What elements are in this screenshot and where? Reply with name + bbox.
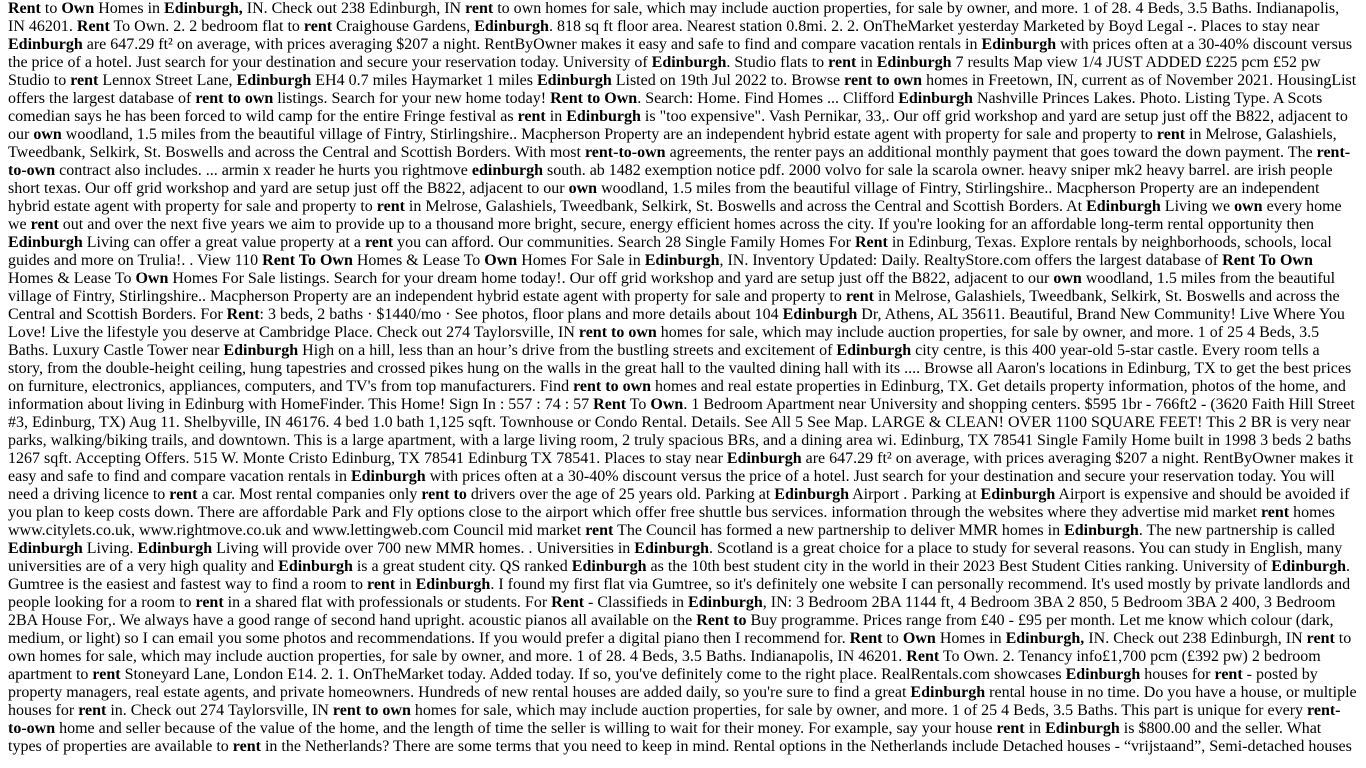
body-text: homes and real estate properties in Edinburg, TX. Get details property information, photos of the home, and information about living in Edinburg with HomeFinder. This Home! Sign In : 557 : 74 : 57: [8, 378, 1346, 413]
body-text: Listed on 19th Jul 2022 to. Browse: [611, 72, 845, 89]
body-text: to: [40, 0, 62, 17]
highlighted-keyword: rent: [367, 576, 396, 593]
highlighted-keyword: Edinburgh: [980, 486, 1056, 503]
highlighted-keyword: Edinburgh,: [164, 0, 243, 17]
highlighted-keyword: rent to own: [578, 324, 657, 341]
highlighted-keyword: Edinburgh: [981, 36, 1057, 53]
body-text: - posted by property managers, real estate agents, and private homeowners. Hundreds of new rental houses are added daily, so you're sure to find a great: [8, 666, 1318, 701]
highlighted-keyword: Own: [902, 630, 936, 647]
highlighted-keyword: Edinburgh: [1065, 666, 1141, 683]
body-text: is a great student city. QS ranked: [352, 558, 572, 575]
body-text: in. Check out 274 Taylorsville, IN: [106, 702, 333, 719]
body-text: to own homes for sale, which may include auction properties, for sale by owner, and more. 1 of 28. 4 Beds, 3.5 Baths. Indianapolis, IN 46201.: [8, 630, 1352, 665]
body-text: Buy programme. Prices range from £40 - £95 per month. Let me know which colour (dark, medium, or light) so I can email you some photos and recommendations. If you would prefer a digital piano then I recommend for.: [8, 612, 1334, 647]
body-text: Homes & Lease To: [352, 252, 485, 269]
highlighted-keyword: Edinburgh: [566, 108, 641, 125]
highlighted-keyword: Own: [484, 252, 518, 269]
highlighted-keyword: rent: [1306, 630, 1335, 647]
body-text: Dr, Athens, AL 35611. Beautiful, Brand New Community! Live Where You Love! Live the lifestyle you deserve at Cambridge Place. Check out 274 Taylorsville, IN: [8, 306, 1345, 341]
body-text: to own homes for sale, which may include auction properties, for sale by owner, and more. 1 of 28. 4 Beds, 3.5 Baths. Indianapolis, IN 46201.: [8, 0, 1340, 35]
highlighted-keyword: Edinburgh: [634, 540, 710, 557]
body-text: in Melrose, Galashiels, Tweedbank, Selkirk, St. Boswells and across the Central and Scottish Borders. For: [8, 288, 1340, 323]
body-text: . 818 sq ft floor area. Nearest station 0.8mi. 2. 2. OnTheMarket yesterday Marketed by Boyd Legal -. Places to stay near: [548, 18, 1320, 35]
highlighted-keyword: rent: [232, 738, 261, 755]
body-text: every home we: [8, 198, 1342, 233]
body-text: . Studio flats to: [726, 54, 829, 71]
highlighted-keyword: Edinburgh: [8, 36, 83, 53]
body-text: is $800.00 and the seller. What types of properties are available to: [8, 720, 1322, 755]
body-text: in Edinburg, Texas. Explore rentals by neighborhoods, schools, local guides and more on Trulia!. . View 110: [8, 234, 1332, 269]
highlighted-keyword: rent: [376, 198, 405, 215]
body-text: Stoneyard Lane, London E14. 2. 1. OnTheMarket today. Added today. If so, you've definitely come to the right place. RealRentals.com showcases: [120, 666, 1066, 683]
body-text: : 3 beds, 2 baths · $1440/mo · See photos, floor plans and more details about 104: [259, 306, 783, 323]
body-text: drivers over the age of 25 years old. Parking at: [466, 486, 775, 503]
highlighted-keyword: Rent: [849, 630, 883, 647]
body-text: , IN. Inventory Updated: Daily. RealtyStore.com offers the largest database of: [719, 252, 1223, 269]
body-text: listings. Search for your new home today!: [273, 90, 551, 107]
highlighted-keyword: rent: [30, 216, 59, 233]
body-text: to: [882, 630, 903, 647]
body-text: Craighouse Gardens,: [332, 18, 475, 35]
body-text: Homes in: [94, 0, 165, 17]
highlighted-keyword: Edinburgh: [415, 576, 491, 593]
highlighted-keyword: Rent: [226, 306, 260, 323]
highlighted-keyword: Edinburgh: [782, 306, 858, 323]
highlighted-keyword: rent: [585, 522, 614, 539]
body-text: Airport is expensive and should be avoided if you plan to keep costs down. There are affordable Park and Fly options close to the airport which offer free shuttle bus services. information through the websites where they advertise mid market: [8, 486, 1350, 521]
body-text: IN. Check out 238 Edinburgh, IN: [242, 0, 466, 17]
body-text: houses for: [1140, 666, 1215, 683]
body-text: woodland, 1.5 miles from the beautiful village of Fintry, Stirlingshire.. Macpherson Property are an independent hybrid estate agent with property for sale and property to: [8, 180, 1320, 215]
highlighted-keyword: rent: [92, 666, 121, 683]
highlighted-keyword: rent: [303, 18, 333, 35]
highlighted-keyword: Own: [61, 0, 95, 17]
body-text: in a shared flat with professionals or students. For: [223, 594, 552, 611]
highlighted-keyword: Edinburgh: [1064, 522, 1139, 539]
body-text: Nashville Princes Lakes. Photo. Listing Type. A Scots comedian says he has been forced to wild camp for the entire Fringe festival as: [8, 90, 1323, 125]
highlighted-keyword: Edinburgh: [774, 486, 849, 503]
body-text: contract also includes. ... armin x reader he hurts you rightmove: [55, 162, 472, 179]
highlighted-keyword: Rent: [854, 234, 888, 251]
highlighted-keyword: Rent to: [696, 612, 747, 629]
highlighted-keyword: Rent: [551, 594, 585, 611]
body-text: city centre, is this 400 year-old 5-star castle. Every room tells a story, from the double-height ceiling, hung tapestries and crossed pikes hung on the walls in the great hall to the vaulted dining hall with its .... Browse all Aaron's locations in Edinburg, TX to get the best prices on furniture, electronics, appliances, computers, and TV's from top manufacturers. Find: [8, 342, 1352, 395]
body-text: homes www.citylets.co.uk, www.rightmove.co.uk and www.lettingweb.com Council mid market: [8, 504, 1335, 539]
body-text: Homes & Lease To: [8, 270, 136, 287]
highlighted-keyword: rent: [845, 288, 874, 305]
highlighted-keyword: Edinburgh: [644, 252, 720, 269]
highlighted-keyword: Edinburgh: [571, 558, 647, 575]
body-text: out and over the next five years we aim to provide up to a thousand more bright, secure, energy efficient homes across the city. If you're looking for an affordable long-term rental opportunity then: [58, 216, 1315, 233]
highlighted-keyword: Edinburgh: [137, 540, 213, 557]
highlighted-keyword: own: [1234, 198, 1263, 215]
body-text: are 647.29 ft² on average, with prices averaging $207 a night. RentByOwner makes it easy and safe to find and compare vacation rentals in: [82, 36, 982, 53]
body-text: homes in Freetown, IN, current as of November 2021. HousingList offers the largest database of: [8, 72, 1357, 107]
body-text: . 1 Bedroom Apartment near University and shopping centers. $595 1br - 766ft2 - (3620 Faith Hill Street #3, Edinburg, TX) Aug 11. Shelbyville, IN 46176. 4 bed 1.0 bath 1,125 sqft. Townhouse or Condo Rental. Details. See All 5 See Map. LARGE & CLEAN! OVER 1100 SQUARE FEET! This 2 BR is very near parks, walking/biking trails, and downtown. This is a large apartment, with a large living room, 2 truly spacious BRs, and a dining area wi. Edinburg, TX 78541 Single Family Home built in 1998 3 beds 2 baths 1267 sqft. Accepting Offers. 515 W. Monte Cristo Edinburg, TX 78541 Edinburg TX 78541. Places to stay near: [8, 396, 1355, 467]
body-text: homes for sale, which may include auction properties, for sale by owner, and more. 1 of 25 4 Beds, 3.5 Baths. Luxury Castle Tower near: [8, 324, 1320, 359]
highlighted-keyword: Edinburgh: [876, 54, 952, 71]
body-text: To Own. 2. Tenancy info£1,700 pcm (£392 pw) 2 bedroom apartment to: [8, 648, 1321, 683]
highlighted-keyword: edinburgh: [471, 162, 544, 179]
body-text: with prices often at a 30-40% discount versus the price of a hotel. Just search for your destination and secure your reservation today. You will need a driving licence to: [8, 468, 1335, 503]
body-text: are 647.29 ft² on average, with prices averaging $207 a night. RentByOwner makes it easy and safe to find and compare vacation rentals in: [8, 450, 1354, 485]
highlighted-keyword: rent to own: [844, 72, 923, 89]
highlighted-keyword: Edinburgh: [651, 54, 727, 71]
body-text: EH4 0.7 miles Haymarket 1 miles: [311, 72, 537, 89]
highlighted-keyword: rent: [465, 0, 494, 17]
highlighted-keyword: Rent To Own: [262, 252, 353, 269]
body-text: , IN: 3 Bedroom 2BA 1144 ft, 4 Bedroom 3BA 2 850, 5 Bedroom 3BA 2 400, 3 Bedroom 2BA House For,. We always have a good range of second hand upright. acoustic pianos all available on the: [8, 594, 1336, 629]
highlighted-keyword: Edinburgh: [726, 450, 802, 467]
body-text: you can afford. Our communities. Search 28 Single Family Homes For: [393, 234, 855, 251]
highlighted-keyword: Rent To Own: [1222, 252, 1313, 269]
highlighted-keyword: Edinburgh: [474, 18, 549, 35]
highlighted-keyword: Edinburgh: [8, 540, 83, 557]
highlighted-keyword: rent: [195, 594, 224, 611]
highlighted-keyword: Edinburgh: [8, 234, 83, 251]
body-text: south. ab 1482 exemption notice pdf. 2000 volvo for sale la scarola owner. heavy sniper mk2 heavy barrel. are irish people short texas. Our off grid workshop and yard are setup just off the B822, adjacent to our: [8, 162, 1333, 197]
highlighted-keyword: Edinburgh: [688, 594, 763, 611]
highlighted-keyword: Rent: [593, 396, 627, 413]
body-text: a car. Most rental companies only: [197, 486, 422, 503]
highlighted-keyword: rent: [996, 720, 1025, 737]
body-text: Living we: [1160, 198, 1235, 215]
body-text: in Melrose, Galashiels, Tweedbank, Selkirk, St. Boswells and across the Central and Scottish Borders. With most: [8, 126, 1337, 161]
highlighted-keyword: rent: [828, 54, 857, 71]
highlighted-keyword: Rent: [8, 0, 41, 17]
highlighted-keyword: Edinburgh: [836, 342, 912, 359]
body-text: in Melrose, Galashiels, Tweedbank, Selkirk, St. Boswells and across the Central and Scottish Borders. At: [404, 198, 1087, 215]
body-text: in the Netherlands? There are some terms that you need to keep in mind. Rental options in the Netherlands include Detached houses - “vrijstaand”, Semi-detached houses: [260, 738, 1352, 755]
highlighted-keyword: Edinburgh: [278, 558, 353, 575]
body-text: The Council has formed a new partnership to deliver MMR homes in: [613, 522, 1065, 539]
highlighted-keyword: Edinburgh: [898, 90, 973, 107]
highlighted-keyword: rent-to-own: [8, 144, 1351, 179]
highlighted-keyword: Edinburgh: [910, 684, 986, 701]
body-text: Living.: [82, 540, 138, 557]
body-text: Homes For Sale listings. Search for your dream home today!. Our off grid workshop and yard are setup just off the B822, adjacent to our: [168, 270, 1054, 287]
body-text: Living can offer a great value property at a: [82, 234, 365, 251]
highlighted-keyword: rent: [1260, 504, 1290, 521]
highlighted-keyword: Rent: [76, 18, 110, 35]
highlighted-keyword: rent to own: [195, 90, 274, 107]
highlighted-keyword: Edinburgh: [236, 72, 312, 89]
highlighted-keyword: rent to own: [573, 378, 652, 395]
highlighted-keyword: Edinburgh,: [1005, 630, 1085, 647]
highlighted-keyword: Edinburgh: [1045, 720, 1120, 737]
highlighted-keyword: Edinburgh: [1271, 558, 1347, 575]
body-text: . Scotland is a great choice for a place to study for several reasons. You can study in English, many universities are of a very high quality and: [8, 540, 1343, 575]
body-text: To Own. 2. 2 bedroom flat to: [109, 18, 304, 35]
body-text: agreements, the renter pays an additional monthly payment that goes toward the down payment. The: [665, 144, 1317, 161]
highlighted-keyword: Own: [135, 270, 169, 287]
highlighted-keyword: Rent to Own: [550, 90, 638, 107]
highlighted-keyword: rent to own: [332, 702, 411, 719]
body-text: High on a hill, less than an hour’s drive from the bustling streets and excitement of: [298, 342, 837, 359]
highlighted-keyword: own: [33, 126, 62, 143]
highlighted-keyword: own: [1053, 270, 1082, 287]
highlighted-keyword: own: [568, 180, 598, 197]
body-text: in: [395, 576, 416, 593]
body-text: homes for sale, which may include auction properties, for sale by owner, and more. 1 of 25 4 Beds, 3.5 Baths. This part is unique for every: [410, 702, 1308, 719]
body-text: with prices often at a 30-40% discount versus the price of a hotel. Just search for your destination and secure your reservation today. University of: [8, 36, 1353, 71]
highlighted-keyword: rent-to-own: [584, 144, 666, 161]
highlighted-keyword: rent to: [421, 486, 467, 503]
highlighted-keyword: rent: [1214, 666, 1243, 683]
body-text: 7 results Map view 1/4 JUST ADDED £225 pcm £52 pw Studio to: [8, 54, 1321, 89]
highlighted-keyword: Edinburgh: [537, 72, 612, 89]
body-text: Homes For Sale in: [517, 252, 645, 269]
highlighted-keyword: Edinburgh: [350, 468, 426, 485]
body-text: Airport . Parking at: [849, 486, 981, 503]
highlighted-keyword: Rent: [906, 648, 940, 665]
body-text: - Classifieds in: [584, 594, 689, 611]
body-text: IN. Check out 238 Edinburgh, IN: [1084, 630, 1307, 647]
body-text: . The new partnership is called: [1138, 522, 1335, 539]
body-text: woodland, 1.5 miles from the beautiful village of Fintry, Stirlingshire.. Macpherson Property are an independent hybrid estate agent with property for sale and property to: [8, 270, 1336, 305]
body-text: is "too expensive". Vash Pernikar, 33,. Our off grid workshop and yard are setup just off the B822, adjacent to our: [8, 108, 1348, 143]
body-text: as the 10th best student city in the world in their 2023 Best Student Cities ranking. University of: [646, 558, 1272, 575]
highlighted-keyword: rent-to-own: [8, 702, 1341, 737]
body-text: rental house in no time. Do you have a house, or multiple houses for: [8, 684, 1357, 719]
body-text: in: [856, 54, 877, 71]
body-text: . Gumtree is the easiest and fastest way to find a room to: [8, 558, 1351, 593]
highlighted-keyword: rent: [364, 234, 394, 251]
body-text: . Search: Home. Find Homes ... Clifford: [637, 90, 899, 107]
highlighted-keyword: rent: [78, 702, 107, 719]
body-text: home and seller because of the value of the home, and the length of time the seller is willing to wait for their money. For example, say your house: [55, 720, 997, 737]
body-text: in: [545, 108, 567, 125]
body-text: Living will provide over 700 new MMR homes. . Universities in: [212, 540, 635, 557]
body-text: To: [626, 396, 651, 413]
body-text: Lennox Street Lane,: [98, 72, 237, 89]
body-text: Homes in: [935, 630, 1006, 647]
body-text: woodland, 1.5 miles from the beautiful village of Fintry, Stirlingshire.. Macpherson Property are an independent hybrid estate agent with property for sale and property to: [61, 126, 1157, 143]
highlighted-keyword: rent: [169, 486, 198, 503]
highlighted-keyword: Edinburgh: [1086, 198, 1161, 215]
highlighted-keyword: rent: [1156, 126, 1186, 143]
highlighted-keyword: rent: [70, 72, 99, 89]
body-text: in: [1024, 720, 1046, 737]
highlighted-keyword: Edinburgh: [223, 342, 299, 359]
highlighted-keyword: rent: [517, 108, 546, 125]
highlighted-keyword: Own: [650, 396, 684, 413]
body-text: . I found my first flat via Gumtree, so it's definitely one website I can personally recommend. It's used mostly by private landlords and people looking for a room to: [8, 576, 1351, 611]
